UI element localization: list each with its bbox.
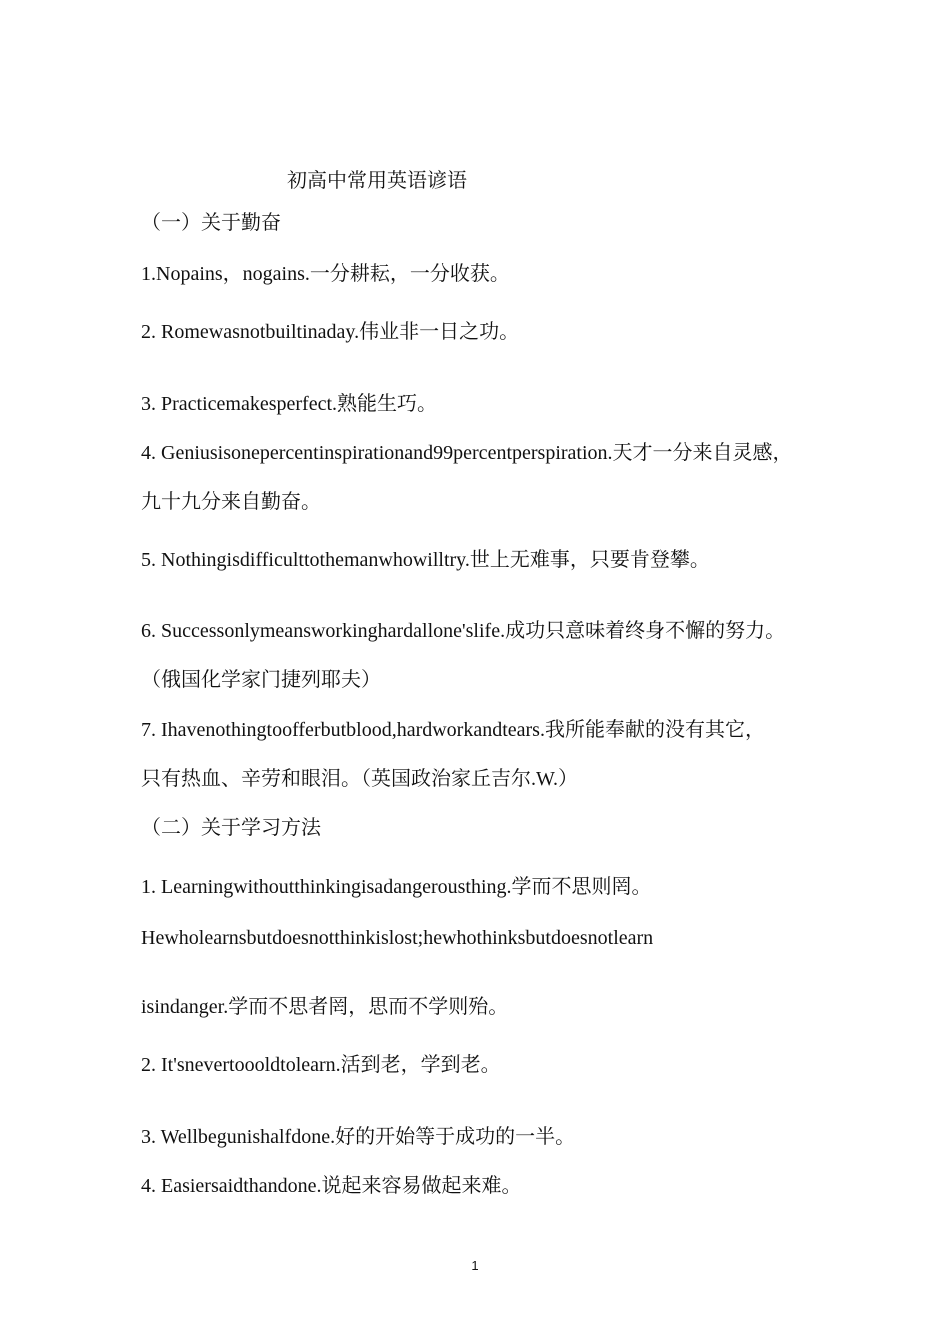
proverb-line: 1.Nopains，nogains.一分耕耘，一分收获。 xyxy=(141,263,510,285)
proverb-line: 2. It'snevertoooldtolearn.活到老，学到老。 xyxy=(141,1054,501,1076)
proverb-line: 2. Romewasnotbuiltinaday.伟业非一日之功。 xyxy=(141,321,520,343)
section-heading-diligence: （一）关于勤奋 xyxy=(141,212,281,234)
section-heading-study-methods: （二）关于学习方法 xyxy=(141,817,321,839)
proverb-line: 6. Successonlymeansworkinghardallone'slife.成功只意味着终身不懈的努力。 xyxy=(141,620,786,642)
page-number: 1 xyxy=(471,1258,479,1273)
proverb-line: 4. Geniusisonepercentinspirationand99percentperspiration.天才一分来自灵感， xyxy=(141,442,793,464)
proverb-line: 九十九分来自勤奋。 xyxy=(141,491,321,513)
proverb-line: 4. Easiersaidthandone.说起来容易做起来难。 xyxy=(141,1175,522,1197)
proverb-line: 1. Learningwithoutthinkingisadangerousthing.学而不思则罔。 xyxy=(141,876,652,898)
proverb-line: 7. Ihavenothingtoofferbutblood,hardworkandtears.我所能奉献的没有其它， xyxy=(141,719,765,741)
proverb-line: 3. Wellbegunishalfdone.好的开始等于成功的一半。 xyxy=(141,1126,576,1148)
proverb-line: 3. Practicemakesperfect.熟能生巧。 xyxy=(141,393,438,415)
proverb-line: Hewholearnsbutdoesnotthinkislost;hewhothinksbutdoesnotlearn xyxy=(141,927,654,949)
page-title: 初高中常用英语谚语 xyxy=(287,170,467,192)
proverb-line: 只有热血、辛劳和眼泪。（英国政治家丘吉尔.W.） xyxy=(141,768,579,790)
proverb-line: （俄国化学家门捷列耶夫） xyxy=(141,669,381,691)
proverb-line: 5. Nothingisdifficulttothemanwhowilltry.世上无难事，只要肯登攀。 xyxy=(141,549,710,571)
proverb-line: isindanger.学而不思者罔，思而不学则殆。 xyxy=(141,996,509,1018)
